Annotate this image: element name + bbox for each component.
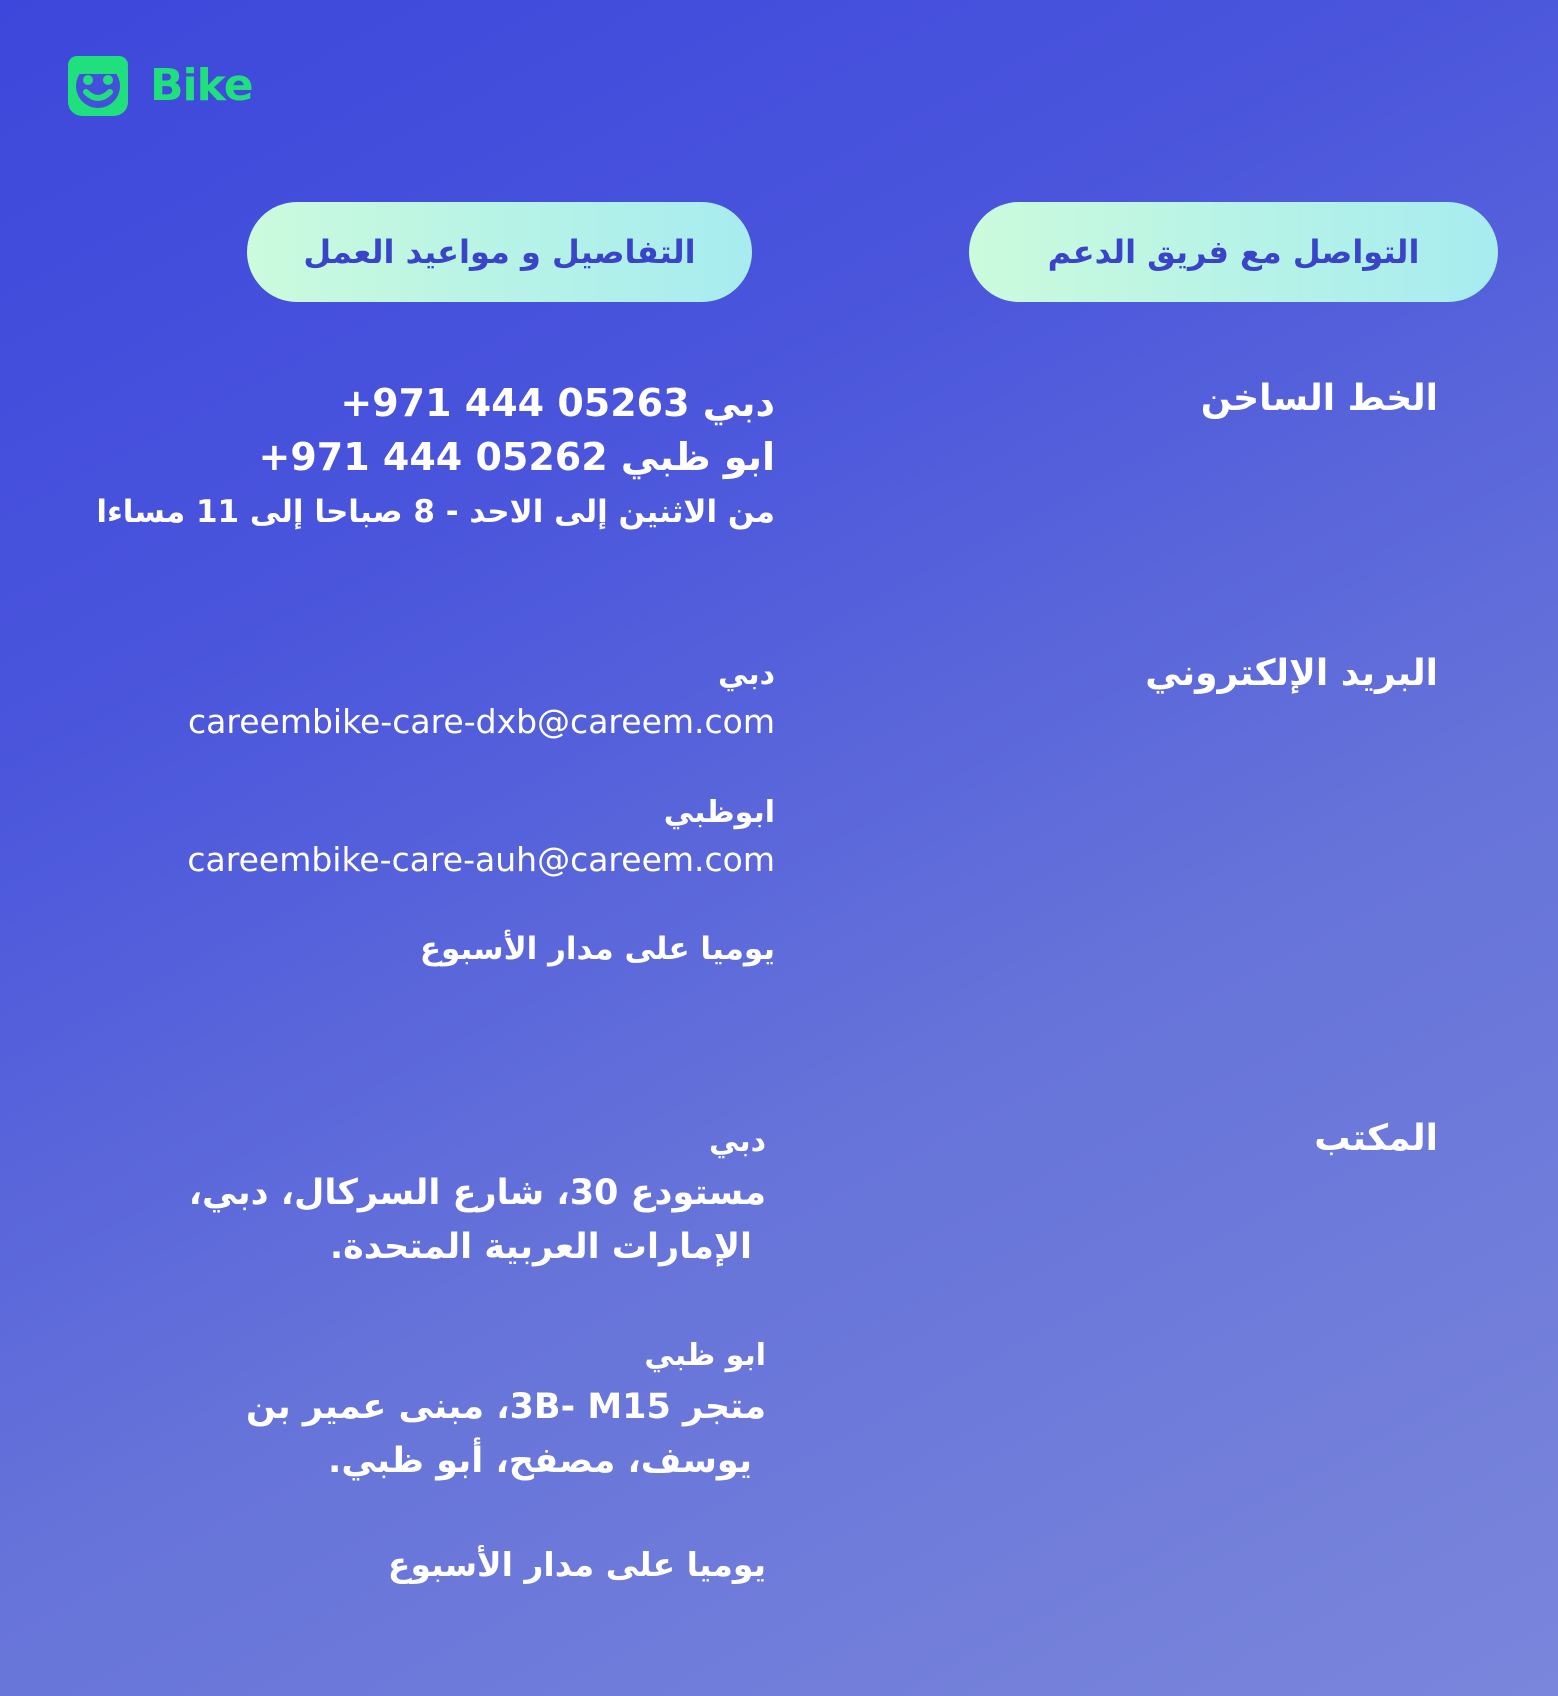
smiley-logo-icon (68, 56, 128, 116)
office-dubai-address-line2: الإمارات العربية المتحدة. (329, 1227, 752, 1267)
email-abudhabi-city: ابوظبي (663, 795, 775, 830)
office-details (189, 1118, 766, 1592)
email-label: البريد الإلكتروني (1145, 653, 1438, 694)
support-header-pill: التواصل مع فريق الدعم (969, 202, 1498, 302)
brand-logo (68, 56, 253, 116)
hotline-dubai-city: دبي (702, 381, 775, 425)
hotline-hours: من الاثنين إلى الاحد - 8 صباحا إلى 11 مساءا (96, 494, 775, 530)
office-abudhabi-address-line2: يوسف، مصفح، أبو ظبي. (328, 1441, 752, 1481)
email-abudhabi-address[interactable]: careembike-care-auh@careem.com (187, 840, 775, 879)
office-abudhabi-city: ابو ظبي (644, 1338, 766, 1373)
hotline-dubai-line (96, 376, 775, 430)
office-availability: يوميا على مدار الأسبوع (387, 1545, 766, 1584)
hotline-abudhabi-city: ابو ظبي (620, 435, 775, 479)
office-abudhabi-address-line1: متجر 3B- M15، مبنى عمير بن (246, 1387, 766, 1427)
hotline-abudhabi-phone[interactable]: +971 444 05262 (258, 435, 608, 479)
hotline-dubai-phone[interactable]: +971 444 05263 (340, 381, 690, 425)
hotline-details (96, 376, 775, 540)
office-dubai-city: دبي (708, 1124, 766, 1159)
email-details (187, 652, 775, 974)
hotline-abudhabi-line (96, 430, 775, 484)
office-label: المكتب (1314, 1118, 1438, 1159)
office-dubai-address-line1: مستودع 30، شارع السركال، دبي، (188, 1173, 766, 1213)
email-dubai-address[interactable]: careembike-care-dxb@careem.com (188, 702, 775, 741)
email-dubai-city: دبي (717, 657, 775, 692)
details-header-pill: التفاصيل و مواعيد العمل (247, 202, 752, 302)
hotline-label: الخط الساخن (1200, 378, 1438, 419)
brand-name: Bike (150, 60, 253, 111)
email-availability: يوميا على مدار الأسبوع (419, 931, 775, 967)
